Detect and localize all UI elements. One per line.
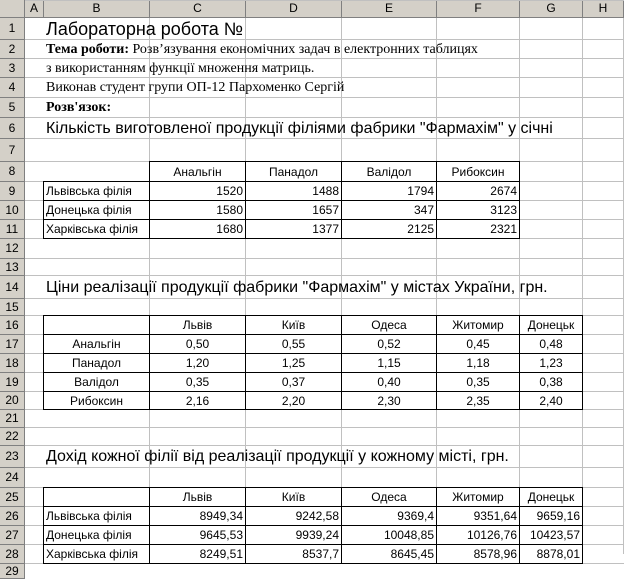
table2-header: Київ: [245, 315, 342, 335]
column-header-B[interactable]: B: [44, 0, 150, 18]
column-header-A[interactable]: A: [25, 0, 44, 18]
row-header-4[interactable]: 4: [0, 78, 25, 98]
table2-cell[interactable]: 0,52: [341, 334, 437, 354]
table1-title: Кількість виготовленої продукції філіями фабрики "Фармахім" у січні: [46, 120, 553, 137]
row-header-22[interactable]: 22: [0, 428, 25, 446]
table2-row-label[interactable]: Панадол: [43, 353, 150, 373]
gridline-row: [25, 427, 624, 428]
table3-cell[interactable]: 10423,57: [519, 525, 583, 545]
table1-cell[interactable]: 1520: [149, 181, 246, 201]
row-header-12[interactable]: 12: [0, 239, 25, 259]
table1-cell[interactable]: 1580: [149, 200, 246, 220]
column-header-F[interactable]: F: [437, 0, 520, 18]
table2-cell[interactable]: 0,35: [436, 372, 520, 392]
table3-cell[interactable]: 8578,96: [436, 544, 520, 564]
table3-header: Львів: [149, 487, 246, 507]
table1-cell[interactable]: 1377: [245, 219, 342, 239]
row-header-27[interactable]: 27: [0, 526, 25, 545]
table2-cell[interactable]: 0,48: [519, 334, 583, 354]
row-header-11[interactable]: 11: [0, 220, 25, 239]
topic-line: [44, 40, 583, 59]
table3-cell[interactable]: 10126,76: [436, 525, 520, 545]
row-header-14[interactable]: 14: [0, 276, 25, 299]
table1-row-label[interactable]: Донецька філія: [43, 200, 150, 220]
topic-text: Розв’язування економічних задач в електронних таблицях: [128, 42, 478, 57]
column-header-E[interactable]: E: [342, 0, 437, 18]
table2-cell[interactable]: 2,16: [149, 391, 246, 410]
table3-cell[interactable]: 8537,7: [245, 544, 342, 564]
table2-row-label[interactable]: Рибоксин: [43, 391, 150, 410]
gridline-row: [25, 0, 624, 1]
table3-cell[interactable]: 9242,58: [245, 506, 342, 526]
row-header-18[interactable]: 18: [0, 354, 25, 373]
row-header-3[interactable]: 3: [0, 59, 25, 78]
table3-cell[interactable]: 9659,16: [519, 506, 583, 526]
table2-cell[interactable]: 0,38: [519, 372, 583, 392]
table1-row-label[interactable]: Харківська філія: [43, 219, 150, 239]
table2-cell[interactable]: 1,15: [341, 353, 437, 373]
table3-header: Житомир: [436, 487, 520, 507]
table2-cell[interactable]: 0,50: [149, 334, 246, 354]
column-header-D[interactable]: D: [246, 0, 342, 18]
row-header-8[interactable]: 8: [0, 162, 25, 182]
table1-cell[interactable]: 347: [341, 200, 437, 220]
column-header-H[interactable]: H: [583, 0, 624, 18]
table3-cell[interactable]: 9351,64: [436, 506, 520, 526]
row-header-17[interactable]: 17: [0, 335, 25, 354]
topic-label: Тема роботи:: [46, 42, 129, 57]
table1-header: Рибоксин: [436, 161, 520, 182]
table3-cell[interactable]: 8949,34: [149, 506, 246, 526]
table2-corner-cell[interactable]: [43, 315, 150, 335]
table2-cell[interactable]: 0,37: [245, 372, 342, 392]
column-header-C[interactable]: C: [150, 0, 246, 18]
table2-header: Львів: [149, 315, 246, 335]
table2-cell[interactable]: 2,35: [436, 391, 520, 410]
table1-row-label[interactable]: Львівська філія: [43, 181, 150, 201]
table1-cell[interactable]: 1488: [245, 181, 342, 201]
row-header-16[interactable]: 16: [0, 316, 25, 335]
table1-cell[interactable]: 2321: [436, 219, 520, 239]
table1-header: Панадол: [245, 161, 342, 182]
table3-row-label[interactable]: Харківська філія: [43, 544, 150, 564]
row-header-6[interactable]: 6: [0, 118, 25, 139]
table2-cell[interactable]: 2,30: [341, 391, 437, 410]
column-header-G[interactable]: G: [520, 0, 583, 18]
table2-cell[interactable]: 0,40: [341, 372, 437, 392]
table3-row-label[interactable]: Львівська філія: [43, 506, 150, 526]
row-header-10[interactable]: 10: [0, 201, 25, 220]
table1-header: Анальгін: [149, 161, 246, 182]
row-header-20[interactable]: 20: [0, 392, 25, 410]
table3-cell[interactable]: 8645,45: [341, 544, 437, 564]
table2-row-label[interactable]: Валідол: [43, 372, 150, 392]
table1-cell[interactable]: 1680: [149, 219, 246, 239]
row-header-29[interactable]: 29: [0, 564, 25, 579]
table2-cell[interactable]: 2,40: [519, 391, 583, 410]
table1-cell[interactable]: 2125: [341, 219, 437, 239]
select-all-corner[interactable]: [0, 0, 25, 18]
table2-cell[interactable]: 2,20: [245, 391, 342, 410]
gridline-row: [25, 258, 624, 259]
row-header-7[interactable]: 7: [0, 139, 25, 162]
row-header-2[interactable]: 2: [0, 40, 25, 59]
table3-cell[interactable]: 8878,01: [519, 544, 583, 564]
table1-cell[interactable]: 3123: [436, 200, 520, 220]
table2-cell[interactable]: 0,55: [245, 334, 342, 354]
author-text: Виконав студент групи ОП-12 Пархоменко Сергій: [46, 80, 345, 95]
row-header-19[interactable]: 19: [0, 373, 25, 392]
row-header-23[interactable]: 23: [0, 446, 25, 468]
table2-header: Одеса: [341, 315, 437, 335]
table2-cell[interactable]: 1,23: [519, 353, 583, 373]
table3-header: Одеса: [341, 487, 437, 507]
row-header-13[interactable]: 13: [0, 259, 25, 276]
table2-row-label[interactable]: Анальгін: [43, 334, 150, 354]
table2-cell[interactable]: 1,25: [245, 353, 342, 373]
solution-label: Розв'язок:: [46, 100, 112, 115]
table3-title: Дохід кожної філії від реалізації продукції у кожному місті, грн.: [46, 448, 509, 465]
row-header-21[interactable]: 21: [0, 410, 25, 428]
table2-cell[interactable]: 0,45: [436, 334, 520, 354]
table3-header: Донецьк: [519, 487, 583, 507]
table3-cell[interactable]: 9369,4: [341, 506, 437, 526]
title-text: Лабораторна робота №: [46, 19, 244, 39]
table1-cell[interactable]: 1794: [341, 181, 437, 201]
table2-cell[interactable]: 1,18: [436, 353, 520, 373]
table3-cell[interactable]: 9645,53: [149, 525, 246, 545]
row-header-15[interactable]: 15: [0, 299, 25, 316]
row-header-5[interactable]: 5: [0, 98, 25, 118]
table1-cell[interactable]: 2674: [436, 181, 520, 201]
table2-title: Ціни реалізації продукції фабрики "Фармахім" у містах України, грн.: [46, 279, 548, 296]
table3-cell[interactable]: 9939,24: [245, 525, 342, 545]
topic-text-continued: з використанням функції множення матриць.: [46, 61, 315, 76]
table2-cell[interactable]: 0,35: [149, 372, 246, 392]
table3-cell[interactable]: 8249,51: [149, 544, 246, 564]
row-header-25[interactable]: 25: [0, 488, 25, 507]
table2-cell[interactable]: 1,20: [149, 353, 246, 373]
row-header-26[interactable]: 26: [0, 507, 25, 526]
table3-corner-cell[interactable]: [43, 487, 150, 507]
table3-cell[interactable]: 10048,85: [341, 525, 437, 545]
table3-row-label[interactable]: Донецька філія: [43, 525, 150, 545]
row-header-1[interactable]: 1: [0, 18, 25, 40]
table2-header: Донецьк: [519, 315, 583, 335]
row-header-24[interactable]: 24: [0, 468, 25, 488]
row-header-28[interactable]: 28: [0, 545, 25, 564]
table1-cell[interactable]: 1657: [245, 200, 342, 220]
table3-header: Київ: [245, 487, 342, 507]
row-header-9[interactable]: 9: [0, 182, 25, 201]
table1-header: Валідол: [341, 161, 437, 182]
table2-header: Житомир: [436, 315, 520, 335]
